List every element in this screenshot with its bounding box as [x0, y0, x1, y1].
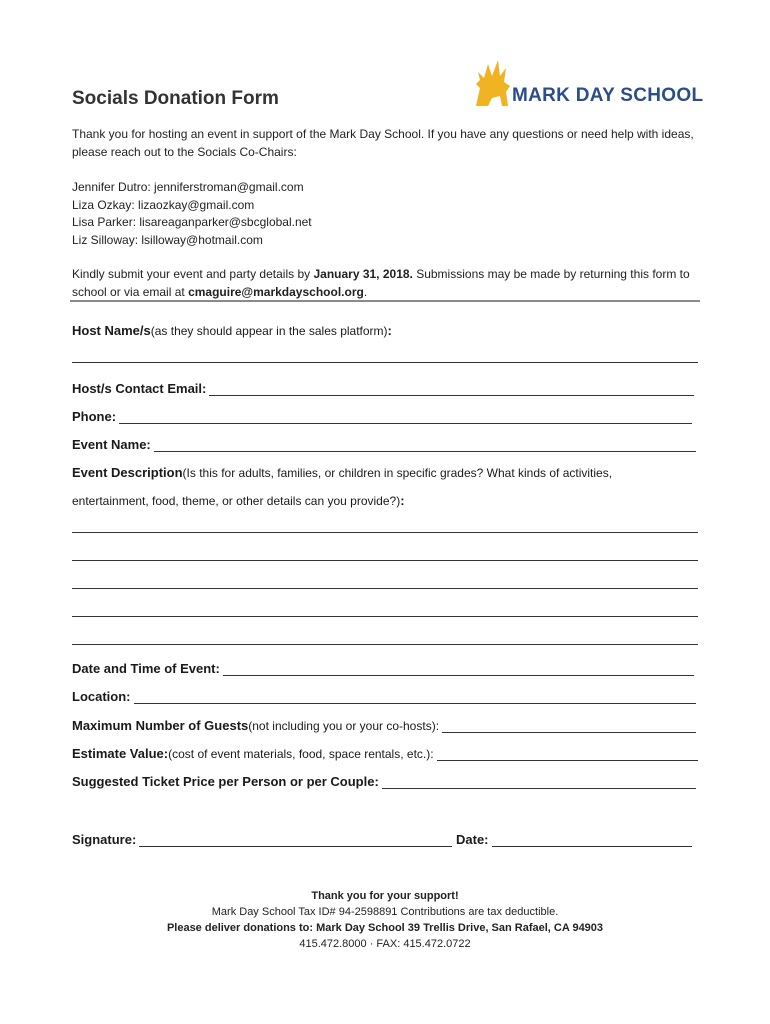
estimate-value-field: Estimate Value: (cost of event materials, food, space rentals, etc.): — [72, 743, 698, 761]
submit-prefix: Kindly submit your event and party details by — [72, 267, 314, 281]
contact-line: Liz Silloway: lsilloway@hotmail.com — [72, 232, 263, 247]
event-description-line[interactable] — [72, 588, 698, 589]
host-email-field: Host/s Contact Email: — [72, 378, 694, 396]
event-name-line[interactable] — [154, 437, 696, 452]
event-description-line[interactable] — [72, 616, 698, 617]
school-logo — [470, 58, 710, 108]
footer-phone-fax: 415.472.8000 · FAX: 415.472.0722 — [299, 938, 471, 950]
event-description-label: Event Description (Is this for adults, families, or children in specific grades? What kinds of activities, — [72, 465, 613, 480]
signature-line[interactable] — [139, 832, 452, 847]
location-field: Location: — [72, 686, 696, 704]
footer-tax-id: Mark Day School Tax ID# 94-2598891 Contributions are tax deductible. — [211, 906, 559, 918]
date-line[interactable] — [492, 832, 692, 847]
winged-lion-icon — [470, 58, 514, 108]
ticket-price-field: Suggested Ticket Price per Person or per Couple: — [72, 771, 696, 789]
event-name-field: Event Name: — [72, 434, 696, 452]
host-names-line[interactable] — [72, 362, 698, 363]
event-description-line[interactable] — [72, 560, 698, 561]
submit-middle: Submissions may be made by returning this form to school or via email at — [72, 267, 690, 299]
footer-delivery-address: Please deliver donations to: Mark Day School 39 Trellis Drive, San Rafael, CA 94903 — [166, 922, 604, 934]
event-description-line[interactable] — [72, 532, 698, 533]
footer-thanks: Thank you for your support! — [311, 890, 459, 902]
location-line[interactable] — [134, 689, 697, 704]
max-guests-line[interactable] — [442, 718, 696, 733]
school-logo-text: MARK DAY SCHOOL — [512, 85, 704, 106]
submit-suffix: . — [363, 284, 368, 299]
submission-instructions — [72, 266, 712, 301]
max-guests-field: Maximum Number of Guests (not including you or your co-hosts): — [72, 715, 696, 733]
contact-line: Liza Ozkay: lizaozkay@gmail.com — [72, 197, 255, 212]
host-email-line[interactable] — [209, 381, 694, 396]
host-names-label: Host Name/s (as they should appear in the sales platform) : — [72, 323, 392, 338]
date-time-field: Date and Time of Event: — [72, 658, 694, 676]
event-description-label-cont: entertainment, food, theme, or other details can you provide?) : — [72, 493, 405, 508]
ticket-price-line[interactable] — [382, 774, 696, 789]
contact-line: Lisa Parker: lisareaganparker@sbcglobal.net — [72, 215, 312, 229]
co-chair-contacts — [72, 179, 712, 249]
submit-deadline: January 31, 2018. — [313, 267, 413, 281]
phone-field: Phone: — [72, 406, 692, 424]
contact-line: Jennifer Dutro: jenniferstroman@gmail.com — [72, 180, 304, 194]
phone-line[interactable] — [119, 409, 692, 424]
section-divider — [70, 300, 700, 302]
date-time-line[interactable] — [223, 661, 694, 676]
signature-field: Signature: — [72, 829, 452, 847]
estimate-value-line[interactable] — [437, 746, 698, 761]
event-description-line[interactable] — [72, 644, 698, 645]
date-field: Date: — [456, 829, 692, 847]
submit-email: cmaguire@markdayschool.org — [188, 284, 364, 299]
form-title: Socials Donation Form — [72, 88, 279, 109]
intro-paragraph: Thank you for hosting an event in support of the Mark Day School. If you have any questions or need help with ideas, please reach out to the Socials Co-Chairs: — [72, 127, 694, 159]
